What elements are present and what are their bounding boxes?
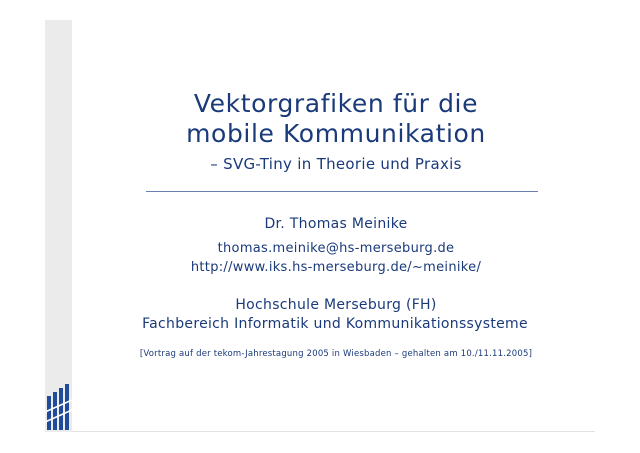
title-line-1: Vektorgrafiken für die: [193, 89, 479, 118]
university-logo-icon: [45, 382, 72, 432]
author-name: Dr. Thomas Meinike: [264, 216, 408, 232]
author-url: http://www.iks.hs-merseburg.de/~meinike/: [190, 260, 482, 275]
talk-note: [Vortrag auf der tekom-Jahrestagung 2005 in Wiesbaden – gehalten am 10./11.11.2005]: [139, 349, 533, 359]
subtitle: – SVG-Tiny in Theorie und Praxis: [210, 155, 462, 173]
title-divider: [146, 191, 538, 192]
department-name: Fachbereich Informatik und Kommunikationssysteme: [142, 316, 528, 332]
title-line-2: mobile Kommunikation: [186, 119, 486, 148]
author-email: thomas.meinike@hs-merseburg.de: [217, 241, 455, 256]
bottom-divider: [45, 431, 595, 432]
institution-name: Hochschule Merseburg (FH): [235, 297, 437, 313]
